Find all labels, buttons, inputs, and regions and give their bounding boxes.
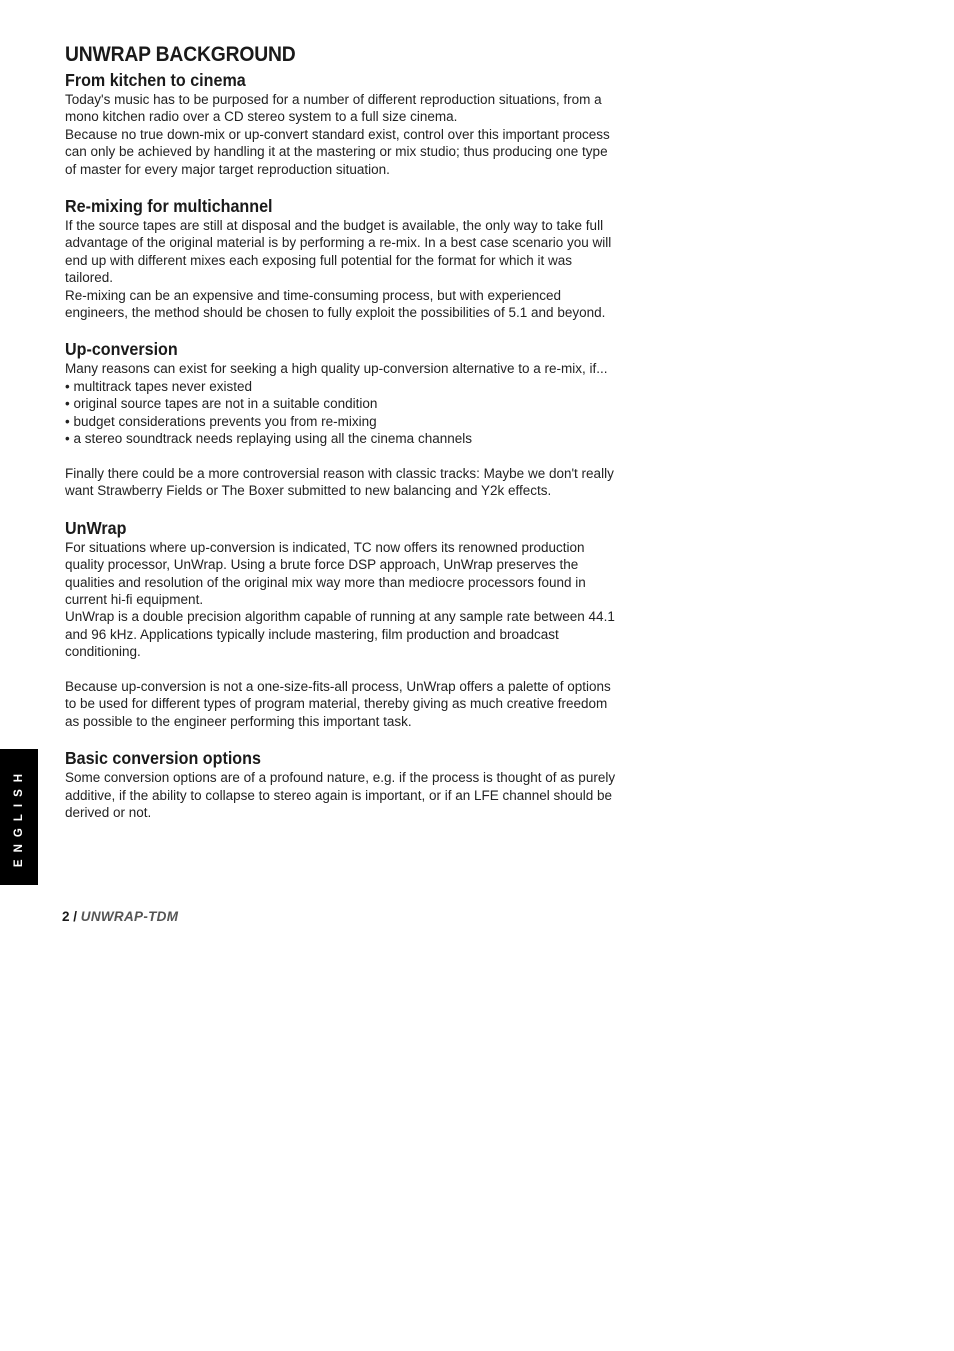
section-kitchen-to-cinema	[65, 69, 617, 178]
spacer	[65, 448, 617, 465]
language-tab-label: ENGLISH	[13, 766, 25, 868]
section-heading: UnWrap	[65, 517, 127, 538]
list-item: • multitrack tapes never existed	[65, 378, 617, 395]
spacer	[65, 661, 617, 678]
language-tab	[0, 749, 38, 885]
page-footer	[62, 909, 178, 924]
section-heading: Re-mixing for multichannel	[65, 196, 273, 217]
paragraph: UnWrap is a double precision algorithm capable of running at any sample rate between 44.1 and 96 kHz. Applications typically include mastering, film production and broadcast conditioning.	[65, 609, 615, 660]
paragraph: Many reasons can exist for seeking a high quality up-conversion alternative to a re-mix, if...	[65, 361, 608, 377]
list-item: • a stereo soundtrack needs replaying using all the cinema channels	[65, 430, 617, 447]
product-name: UNWRAP-TDM	[80, 909, 179, 924]
section-up-conversion	[65, 338, 617, 499]
paragraph: For situations where up-conversion is indicated, TC now offers its renowned production quality processor, UnWrap. Using a brute force DSP approach, UnWrap preserves the qualities and resolution of the original mix way more than mediocre processors found in current hi-fi equipment.	[65, 539, 586, 607]
section-heading: Up-conversion	[65, 339, 178, 360]
paragraph: Some conversion options are of a profound nature, e.g. if the process is thought of as purely additive, if the ability to collapse to stereo again is important, or if an LFE channel should be derived or not.	[65, 770, 616, 820]
list-item: • budget considerations prevents you from re-mixing	[65, 413, 617, 430]
section-unwrap	[65, 517, 617, 730]
paragraph: If the source tapes are still at disposal and the budget is available, the only way to take full advantage of the original material is by performing a re-mix. In a best case scenario you will end up with different mixes each exposing full potential for the format for which it was tailored.	[65, 218, 612, 286]
paragraph: Today's music has to be purposed for a number of different reproduction situations, from a mono kitchen radio over a CD stereo system to a full size cinema.	[65, 92, 602, 125]
page-title: UNWRAP BACKGROUND	[65, 43, 296, 66]
section-heading: Basic conversion options	[65, 748, 261, 769]
page-number: 2 /	[62, 909, 78, 924]
paragraph: Because up-conversion is not a one-size-fits-all process, UnWrap offers a palette of options to be used for different types of program material, thereby giving as much creative freedom as possible to the engineer performing this important task.	[65, 678, 611, 729]
document-body	[65, 42, 617, 838]
paragraph: Because no true down-mix or up-convert standard exist, control over this important process can only be achieved by handling it at the mastering or mix studio; thus producing one type of master for every major target reproduction situation.	[65, 126, 610, 177]
section-remixing	[65, 195, 617, 321]
section-heading: From kitchen to cinema	[65, 70, 246, 90]
list-item: • original source tapes are not in a suitable condition	[65, 395, 617, 412]
paragraph: Re-mixing can be an expensive and time-consuming process, but with experienced engineers, the method should be chosen to fully exploit the possibilities of 5.1 and beyond.	[65, 287, 606, 321]
reason-list	[65, 378, 617, 448]
section-basic-conversion-options	[65, 747, 617, 821]
paragraph: Finally there could be a more controversial reason with classic tracks: Maybe we don't really want Strawberry Fields or The Boxer submitted to new balancing and Y2k effects.	[65, 465, 614, 499]
